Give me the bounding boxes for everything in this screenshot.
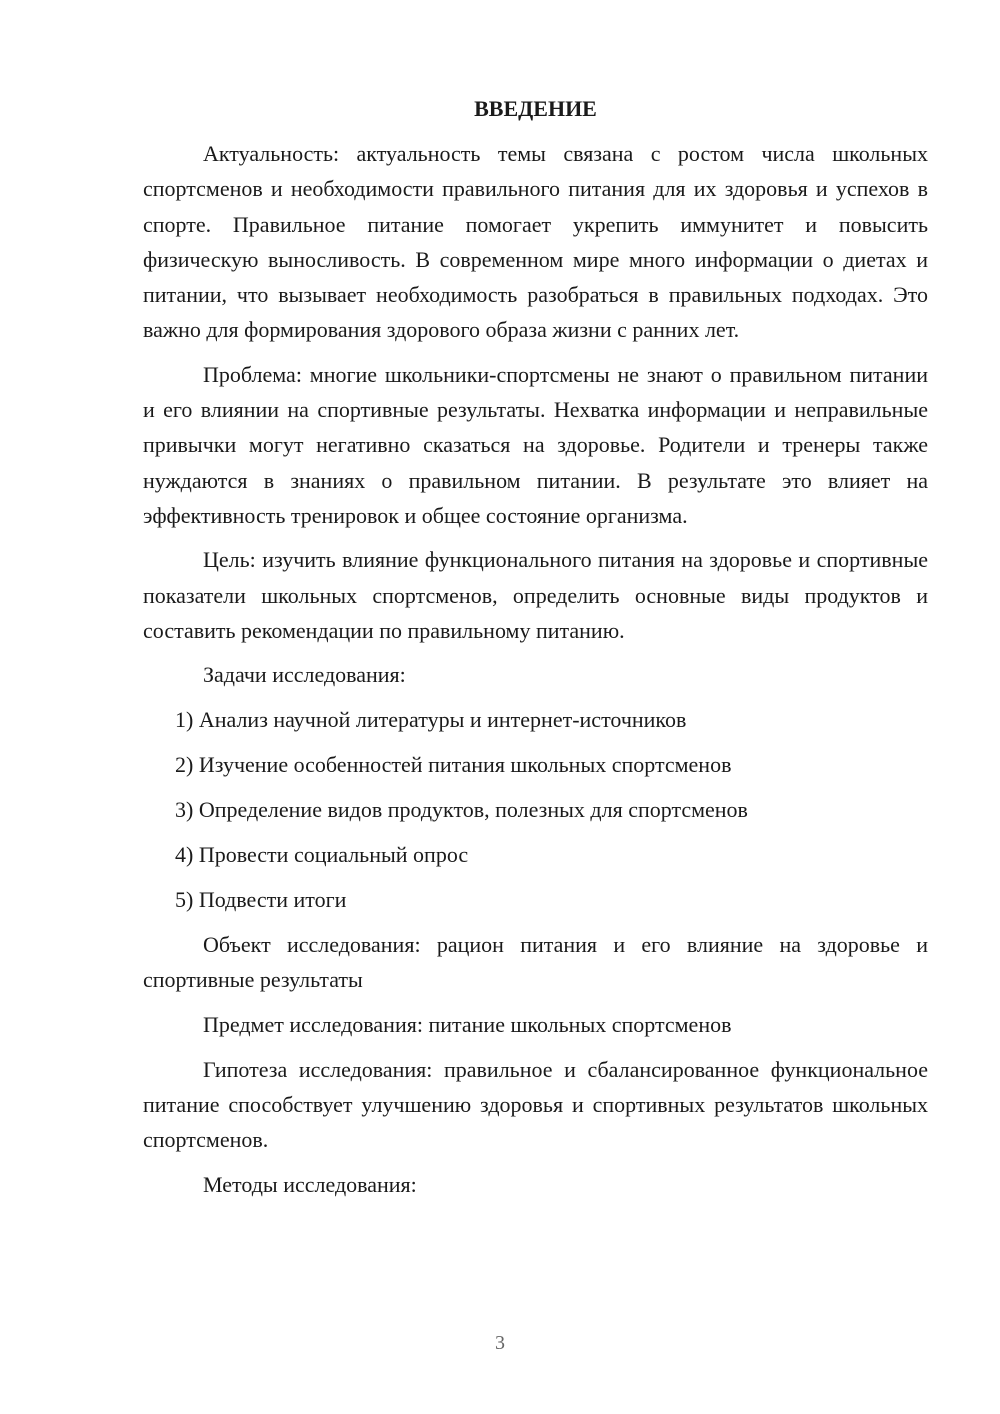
subject-paragraph: Предмет исследования: питание школьных спортсменов	[203, 1011, 732, 1037]
tasks-heading: Задачи исследования:	[203, 662, 406, 688]
relevance-paragraph: Актуальность: актуальность темы связана с ростом числа школьных спортсменов и необходимости правильного питания для их здоровья и успехов в спорте. Правильное питание помогает укрепить иммунитет и повысить физическую выносливость. В современном мире много информации о диетах и питании, что вызывает необходимость разобраться в правильных подходах. Это важно для формирования здорового образа жизни с ранних лет.	[143, 141, 928, 343]
page-content	[143, 92, 928, 1212]
task-item-5: 5) Подвести итоги	[175, 887, 347, 913]
task-item-3: 3) Определение видов продуктов, полезных для спортсменов	[175, 797, 748, 823]
object-paragraph: Объект исследования: рацион питания и его влияние на здоровье и спортивные результаты	[143, 932, 928, 993]
goal-paragraph: Цель: изучить влияние функционального питания на здоровье и спортивные показатели школьных спортсменов, определить основные виды продуктов и составить рекомендации по правильному питанию.	[143, 547, 928, 643]
page-number: 3	[495, 1332, 505, 1354]
page-title: ВВЕДЕНИЕ	[474, 96, 597, 121]
hypothesis-paragraph: Гипотеза исследования: правильное и сбалансированное функциональное питание способствует улучшению здоровья и спортивных результатов школьных спортсменов.	[143, 1056, 928, 1153]
task-item-2: 2) Изучение особенностей питания школьных спортсменов	[175, 752, 732, 778]
methods-heading: Методы исследования:	[203, 1171, 417, 1197]
tasks-list	[143, 702, 928, 917]
task-item-1: 1) Анализ научной литературы и интернет-источников	[175, 707, 687, 733]
task-item-4: 4) Провести социальный опрос	[175, 842, 469, 868]
problem-paragraph: Проблема: многие школьники-спортсмены не знают о правильном питании и его влиянии на спортивные результаты. Нехватка информации и неправильные привычки могут негативно сказаться на здоровье. Родители и тренеры также нуждаются в знаниях о правильном питании. В результате это влияет на эффективность тренировок и общее состояние организма.	[143, 361, 928, 528]
